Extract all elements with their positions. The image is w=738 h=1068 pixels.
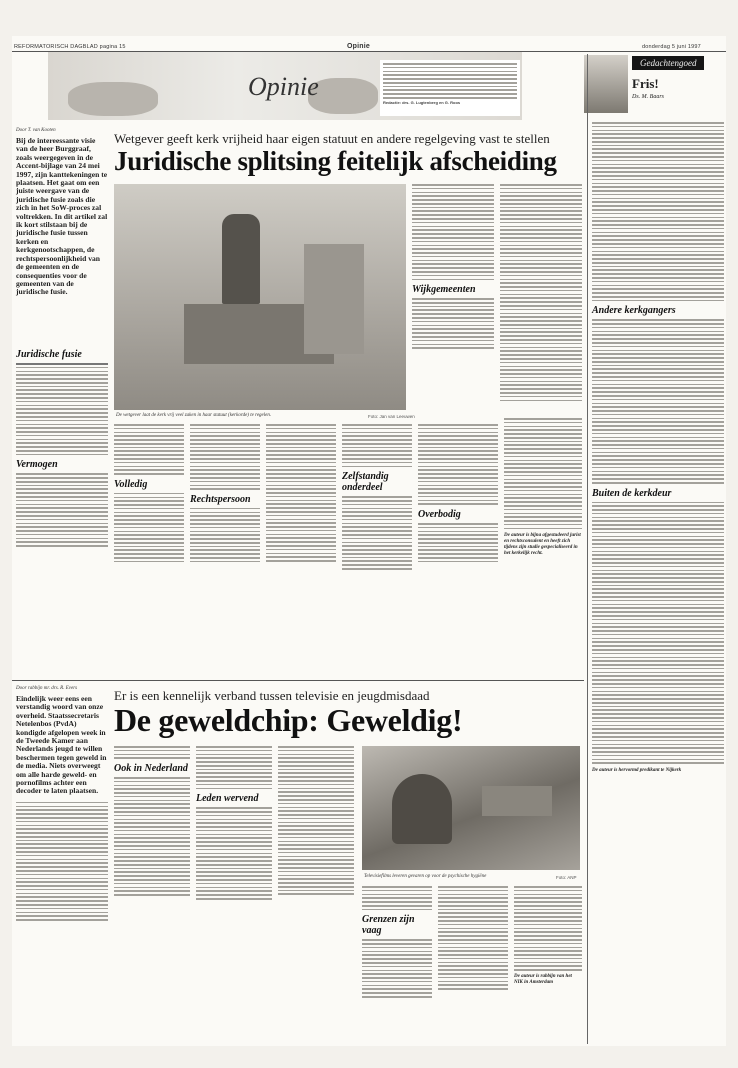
- second-lead: Eindelijk weer eens een verstandig woord van onze overheid. Staatssecretaris Netelenbos (PvdA) kondigde afgelopen week in de Tweede Kamer aan Nederlands jeugd te willen beschermen tegen geweld in de media. Niets overweegt om alle harde geweld- en pornofilms achter een decoder te laten plaatsen.: [16, 694, 107, 796]
- column-banner: Gedachtengoed: [632, 56, 704, 70]
- subhead-andere-kerkgangers: Andere kerkgangers: [592, 305, 676, 317]
- subhead-vermogen: Vermogen: [16, 459, 58, 471]
- hand-graphic-left: [68, 82, 158, 116]
- opinie-masthead: [48, 52, 522, 120]
- header-center: Opinie: [347, 43, 370, 50]
- second-photo-caption: Televisiefilms leveren gevaren op voor de psychische hygiëne: [364, 874, 487, 879]
- second-body-col-b: [196, 746, 272, 902]
- subhead-volledig: Volledig: [114, 478, 148, 490]
- main-author-note: De auteur is bijna afgestudeerd jurist en rechtsconsulent en heeft zich tijdens zijn studie gespecialiseerd in het kerkelijk recht.: [504, 533, 581, 557]
- header-date: donderdag 5 juni 1997: [642, 44, 701, 50]
- main-kicker: Wetgever geeft kerk vrijheid haar eigen statuut en andere regelgeving vast te stellen: [114, 131, 550, 146]
- main-byline: Door T. van Kooten: [16, 128, 56, 133]
- second-body-col-a: [114, 746, 190, 898]
- second-body-col-d: [362, 886, 432, 1000]
- subhead-overbodig: Overbodig: [418, 509, 461, 520]
- main-col-right-of-photo: [412, 184, 494, 351]
- tv-film-photo: [362, 746, 580, 870]
- church-interior-photo: [114, 184, 406, 410]
- section-rule: [12, 680, 584, 681]
- column-title: Fris!: [632, 76, 659, 91]
- subhead-juridische-fusie: Juridische fusie: [16, 349, 82, 360]
- second-headline: De geweldchip: Geweldig!: [114, 702, 463, 738]
- second-body-col-c: [278, 746, 354, 897]
- second-body-col-e: [438, 886, 508, 992]
- subhead-leden-wervend: Leden wervend: [196, 793, 259, 805]
- column-author-note: De auteur is hervormd predikant te Nijkerk: [592, 768, 682, 773]
- main-lead-column: [16, 128, 108, 297]
- main-author-note-col: [504, 418, 582, 557]
- column-author: Ds. M. Baars: [632, 94, 665, 100]
- subhead-zelfstandig: Zelfstandig onderdeel: [342, 471, 389, 494]
- second-photo-credit: Foto: ANP: [556, 875, 577, 880]
- second-byline: Door rabbijn mr. drs. R. Evers: [16, 686, 78, 691]
- main-col1-body: [16, 345, 108, 549]
- subhead-rechtspersoon: Rechtspersoon: [190, 493, 251, 505]
- subhead-wijkgemeenten: Wijkgemeenten: [412, 284, 476, 296]
- author-portrait: [584, 55, 628, 113]
- column-title-block: [632, 76, 722, 100]
- second-author-note: De auteur is rabbijn van het NIK in Amsterdam: [514, 973, 572, 985]
- masthead-word: Opinie: [248, 72, 319, 101]
- header-left: REFORMATORISCH DAGBLAD pagina 15: [14, 44, 126, 50]
- main-body-col-e: [418, 424, 498, 565]
- masthead-info-box: [380, 60, 520, 116]
- main-body-col-b: [190, 424, 260, 565]
- subhead-ook-in-nederland: Ook in Nederland: [114, 762, 188, 774]
- column-body: [592, 122, 724, 773]
- masthead-editors: Redactie: drs. G. Lugtenberg en G. Roos: [383, 99, 461, 105]
- main-headline: Juridische splitsing feitelijk afscheiding: [114, 146, 557, 176]
- main-body-col-c: [266, 424, 336, 564]
- main-body-col-a: [114, 424, 184, 565]
- column-divider: [587, 54, 588, 1044]
- subhead-buiten-de-kerkdeur: Buiten de kerkdeur: [592, 487, 672, 499]
- second-body-col-f: [514, 886, 582, 986]
- main-lead: Bij de intereessante visie van de heer Burggraaf, zoals weergegeven in de Accent-bijlage van 24 mei 1997, zijn kanttekeningen te plaatsen. Het gaat om een juiste weergave van de juridische fusie zoals die zich in het SoW-proces zal voltrekken. In dit artikel zal ik kort stilstaan bij de juridische fusie tussen kerken en kerkgenootschappen, de rechtspersoonlijkheid van de gemeenten en de consequenties voor de gemeenten van de juridische fusie.: [16, 136, 108, 297]
- main-photo-credit: Foto: Jan van Leeuwen: [368, 414, 415, 419]
- main-body-col-d: [342, 424, 412, 572]
- main-photo-caption: De wetgever laat de kerk vrij veel zaken in haar statuut (kerkorde) te regelen.: [116, 413, 272, 418]
- second-kicker: Er is een kennelijk verband tussen televisie en jeugdmisdaad: [114, 688, 430, 703]
- main-col-far-right: [500, 184, 582, 403]
- second-lead-column: [16, 686, 108, 923]
- subhead-grenzen-zijn-vaag: Grenzen zijn vaag: [362, 914, 415, 937]
